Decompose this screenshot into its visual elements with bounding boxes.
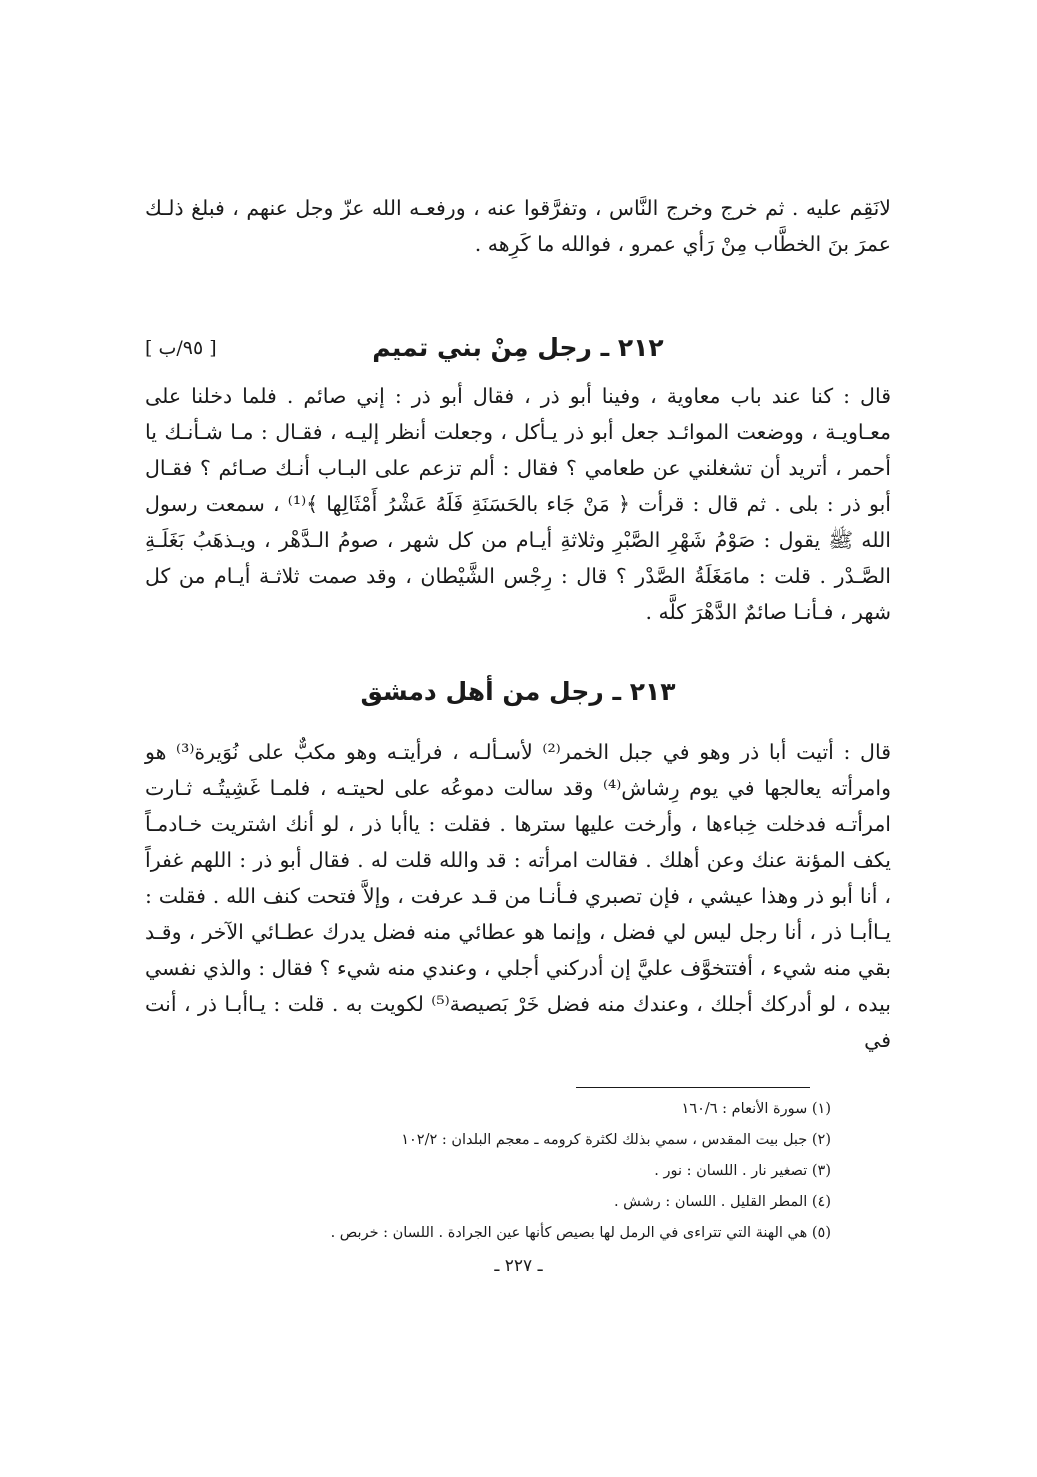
footnote-1: (١) سورة الأنعام : ١٦٠/٦	[681, 1101, 831, 1117]
section-213-header	[145, 670, 891, 714]
page-number: ـ ٢٢٧ ـ	[494, 1256, 543, 1276]
intro-paragraph	[145, 190, 891, 262]
section-213-title: ٢١٣ ـ رجل من أهل دمشق	[360, 677, 676, 706]
footnote-divider	[576, 1087, 810, 1088]
footnote-2: (٢) جبل بيت المقدس ، سمي بذلك لكثرة كرومه ـ معجم البلدان : ١٠٢/٢	[401, 1132, 831, 1148]
section-212-body	[145, 378, 891, 630]
footnote-5: (٥) هي الهنة التي تتراءى في الرمل لها بصيص كأنها عين الجرادة . اللسان : خربص .	[330, 1225, 831, 1241]
section-213-text: قال : أتيت أبا ذر وهو في جبل الخمر⁽²⁾ لأسـألـه ، فرأيتـه وهو مكبٌّ على نُوَيرة⁽³⁾ هو وامرأته يعالجها في يوم رِشاش⁽⁴⁾ وقد سالت دموعُه على لحيتـه ، فلمـا غَشِيتُـه ثـارت امرأتـه فدخلت خِباءها ، وأرخت عليها سترها . فقلت : ياأبا ذر ، لو أنك اشتريت خـادمـاً يكف المؤنة عنك وعن أهلك . فقالت امرأته : قد والله قلت له . فقال أبو ذر : اللهم غفراً ، أنا أبو ذر وهذا عيشي ، فإن تصبري فـأنـا من قـد عرفت ، وإلاَّ فتحت كنف الله . فقلت : يـاأبـا ذر ، أنا رجل ليس لي فضل ، وإنما هو عطائي منه فضل يدرك عطـائي الآخر ، وقـد بقي منه شيء ، أفتتخوَّف عليَّ إن أدركني أجلي ، وعندي منه شيء ؟ فقال : والذي نفسي بيده ، لو أدركك أجلك ، وعندك منه فضل خَرْ بَصيصة⁽⁵⁾ لكويت به . قلت : يـاأبـا ذر ، أنت في	[145, 740, 892, 1052]
section-212-title: ٢١٢ ـ رجل مِنْ بني تميم	[372, 333, 664, 362]
intro-text: لانَقِم عليه . ثم خرج وخرج النَّاس ، وتفرَّقوا عنه ، ورفعـه الله عزّ وجل عنهم ، فبلغ ذلـك عمرَ بنَ الخطَّاب مِنْ رَأي عمرو ، فوالله ما كَرِهه .	[145, 196, 891, 256]
footnote-4: (٤) المطر القليل . اللسان : رشش .	[613, 1194, 831, 1210]
section-212-header	[145, 326, 891, 370]
section-212-text: قال : كنا عند باب معاوية ، وفينا أبو ذر ، فقال أبو ذر : إني صائم . فلما دخلنا على معـاويـة ، ووضعت الموائـد جعل أبو ذر يـأكل ، وجعلت أنظر إليـه ، فقـال : مـا شـأنـك يا أحمر ، أتريد أن تشغلني عن طعامي ؟ فقال : ألم تزعم على البـاب أنـك صـائم ؟ فقـال أبو ذر : بلى . ثم قال : قرأت ﴿ مَنْ جَاء بالحَسَنَةِ فَلَهُ عَشْرُ أَمْثَالِها ﴾⁽¹⁾ ، سمعت رسول الله ﷺ يقول : صَوْمُ شَهْرِ الصَّبْرِ وثلاثةِ أيـام من كل شهر ، صومُ الـدَّهْر ، ويـذهَبُ بَغَلَـةِ الصَّـدْر . قلت : مامَغَلَةُ الصَّدْر ؟ قال : رِجْس الشَّيْطان ، وقد صمت ثلاثـة أيـام من كل شهر ، فـأنـا صائمٌ الدَّهْرَ كلَّه .	[145, 384, 892, 624]
footnotes-list	[151, 1094, 831, 1249]
section-213-body	[145, 734, 891, 1058]
footnote-3: (٣) تصغير نار . اللسان : نور .	[654, 1163, 831, 1179]
folio-reference: [ ٩٥/ب ]	[145, 337, 217, 359]
